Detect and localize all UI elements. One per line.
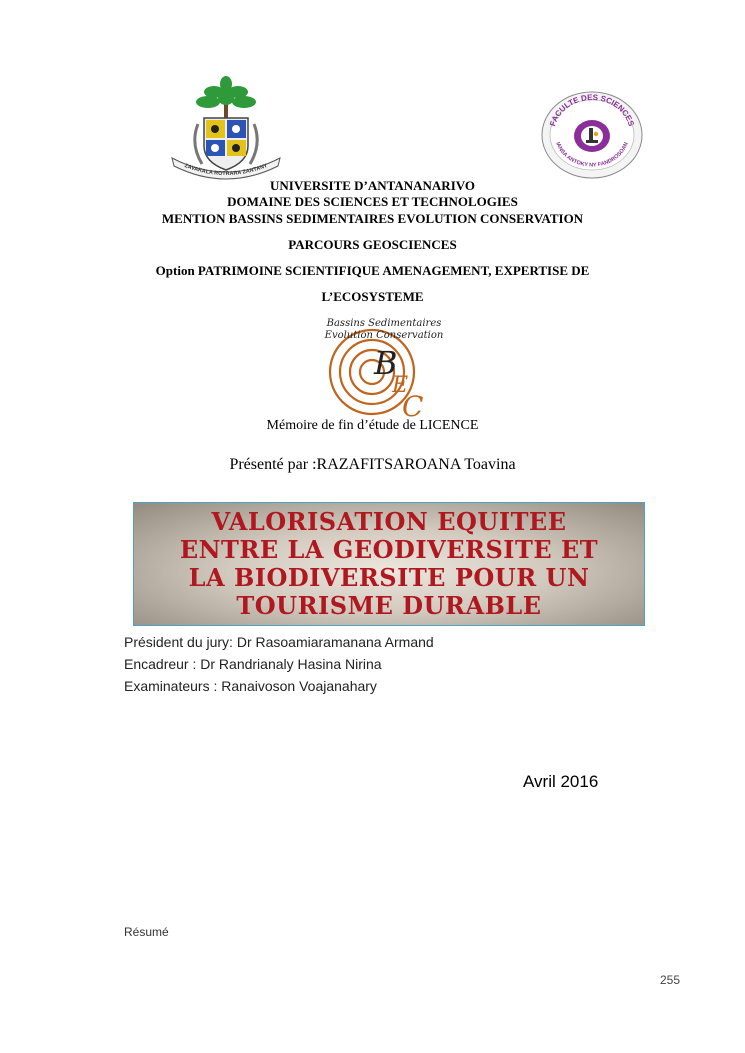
title-line: LA BIODIVERSITE POUR UN	[188, 563, 590, 592]
svg-text:C: C	[402, 390, 424, 423]
title-line: ENTRE LA GEODIVERSITE ET	[179, 535, 599, 564]
svg-text:E: E	[392, 373, 409, 398]
thesis-title	[180, 508, 598, 620]
option-name: Option PATRIMOINE SCIENTIFIQUE AMENAGEMENT, EXPERTISE DE	[155, 263, 590, 278]
page-number: 255	[660, 973, 681, 987]
title-box	[133, 502, 645, 626]
memoire-label: Mémoire de fin d’étude de LICENCE	[266, 418, 479, 433]
svg-text:B: B	[374, 344, 398, 382]
date: Avril 2016	[523, 772, 599, 791]
seal-top-text: FACULTE DES SCIENCES	[548, 92, 636, 128]
domain-name: DOMAINE DES SCIENCES ET TECHNOLOGIES	[227, 194, 518, 209]
microscope-icon	[574, 120, 610, 152]
seal-ribbon-text: ZAVAKALA ROTRARA ZANTANY	[183, 162, 269, 178]
seal-bottom-text: IANSA ANTOKY NY FANDROSOAN	[554, 141, 630, 169]
faculty-seal	[540, 90, 644, 180]
resume-label: Résumé	[124, 925, 169, 939]
shield-icon	[204, 118, 248, 170]
bec-logo	[314, 316, 454, 426]
parcours-name: PARCOURS GEOSCIENCES	[288, 237, 457, 252]
option-name-continued: L’ECOSYSTEME	[321, 289, 424, 304]
jury-president: Président du jury: Dr Rasoamiaramanana Armand	[124, 634, 434, 650]
jury-examinateurs: Examinateurs : Ranaivoson Voajanahary	[124, 678, 377, 694]
university-name: UNIVERSITE D’ANTANANARIVO	[270, 178, 475, 193]
tree-icon	[196, 76, 256, 120]
title-line: TOURISME DURABLE	[236, 591, 542, 620]
jury-encadreur: Encadreur : Dr Randrianaly Hasina Nirina	[124, 656, 382, 672]
bec-logo-line1: Bassins Sedimentaires	[326, 318, 442, 329]
mention-name: MENTION BASSINS SEDIMENTAIRES EVOLUTION CONSERVATION	[161, 211, 584, 226]
presented-by: Présenté par :RAZAFITSAROANA Toavina	[229, 456, 516, 473]
bec-logo-line2: Evolution Conservation	[324, 330, 444, 341]
title-line: VALORISATION EQUITEE	[211, 507, 567, 536]
university-seal	[168, 74, 284, 182]
